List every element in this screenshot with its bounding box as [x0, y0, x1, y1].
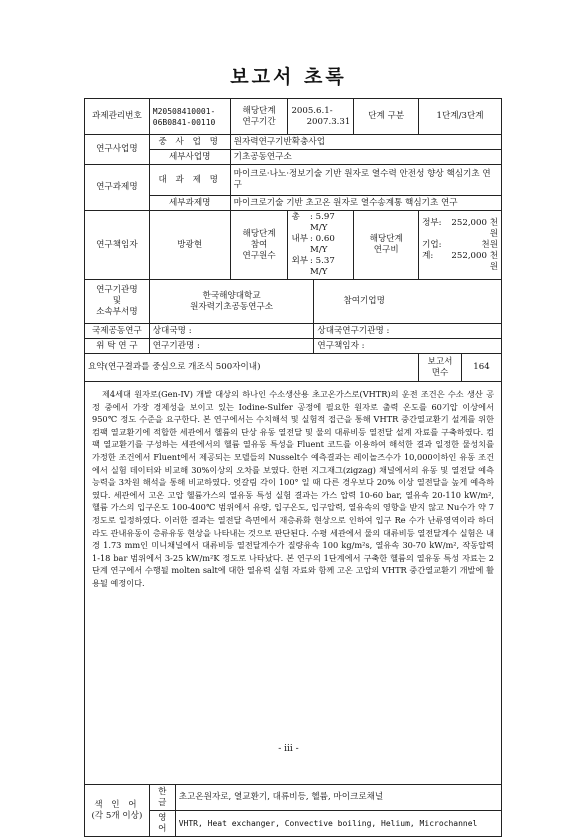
budget-values: 정부: 252,000 천원 기업: 천원 계: 252,000 천원 — [419, 211, 502, 280]
program-sub-label: 세부사업명 — [149, 150, 230, 165]
project-label: 연구과제명 — [85, 165, 150, 211]
project-sub-label: 세부과제명 — [149, 196, 230, 211]
period-label: 해당단계 연구기간 — [230, 99, 288, 135]
stage-value: 1단계/3단계 — [419, 99, 502, 135]
institution-label: 연구기관명 및 소속부서명 — [85, 280, 150, 324]
project-main-value: 마이크로·나노·정보기술 기반 원자로 열수력 안전성 향상 핵심기초 연구 — [230, 165, 501, 196]
company-label: 참여기업명 — [343, 296, 385, 306]
consign-institution: 연구기관명 : — [149, 339, 314, 354]
keywords-label: 색 인 어 (각 5개 이상) — [85, 785, 150, 837]
consign-pi: 연구책임자 : — [314, 339, 502, 354]
summary-paragraph: 제4세대 원자로(Gen-IV) 개발 대상의 하나인 수소생산용 초고온가스로(VHTR)의 운전 조건은 수소 생산 공정 중에서 가장 경제성을 보이고 있는 Iodine-Sulfer 공정에 필요한 원자로 출력 온도를 60기압 이상에서 950℃ 정도 수준을 요구한다. 본 연구에서는 수치해석 및 실험적 접근을 통해 VHTR 중간열교환기 설계를 위한 컴팩 열교환기에 적합한 세관에서 헬륨의 단상 유동 열전달 및 물의 대류비등 열전달 설계 자료를 구축하였다. 컴팩 열교환기를 구성하는 세관에서의 헬륨 열유동 특성을 Fluent 코드를 이용하여 해석한 결과 일정한 물성치를 가정한 조건에서 Fluent에서 제공되는 모델들의 Nusselt수 예측결과는 레이놀즈수가 10,000이하인 유동 조건에서 실험 데이터와 비교해 30%이상의 오차를 보였다. 한편 지그재그(zigzag) 채널에서의 유동 및 열전달 예측 능력을 3차원 해석을 통해 비교하였다. 엇갈림 각이 100° 일 때 다른 경우보다 20% 이상 열전달을 높게 예측하였다. 세관에서 고온 고압 헬륨가스의 열유동 특성 실험 결과는 가스 압력 10-60 bar, 열유속 20-110 kW/m², 헬륨 가스의 입구온도 100-400℃ 범위에서 유량, 입구온도, 입구압력, 열유속의 영향을 받지 않고 Nu수가 약 7정도로 일정하였다. 이러한 결과는 열전달 측면에서 재층류화 현상으로 인하여 입구 Re 수가 난류영역이라 하더라도 관내유동이 층류유동 현상을 나타내는 것으로 판단된다. 수평 세관에서 물의 대류비등 열전달계수 실험은 내경 1.73 mm인 미니채널에서 대류비등 열전달계수가 질량유속 100 kg/m²s, 열유속 30-70 kW/m², 작동압력 1-18 bar 범위에서 3-25 kW/m²K 정도로 나타났다. 본 연구의 1단계에서 구축한 헬륨의 열유동 특성 자료는 2단계 연구에서 수행될 molten salt에 대한 열유력 실험 자료와 함께 고온 고압의 VHTR 중간열교환기 개발에 활용될 예정이다. — [92, 389, 494, 588]
keywords-korean-value: 초고온원자로, 열교환기, 대류비등, 헬륨, 마이크로채널 — [175, 785, 501, 811]
budget-label: 해당단계 연구비 — [354, 211, 419, 280]
institution-value: 한국해양대학교 원자력기초공동연구소 — [149, 280, 314, 324]
intl-label: 국제공동연구 — [85, 324, 150, 339]
abstract-table — [84, 98, 502, 837]
project-no-label: 과제관리번호 — [85, 99, 150, 135]
pi-label: 연구책임자 — [85, 211, 150, 280]
summary-body — [85, 382, 502, 785]
pi-name: 방광현 — [149, 211, 230, 280]
period-value: 2005.6.1- 2007.3.31 — [288, 99, 354, 135]
page-number: - iii - — [278, 744, 299, 754]
project-main-label: 대 과 제 명 — [149, 165, 230, 196]
intl-country: 상대국명 : — [149, 324, 314, 339]
pages-label: 보고서 면수 — [419, 354, 462, 382]
keywords-english-value: VHTR, Heat exchanger, Convective boiling, Helium, Microchannel — [175, 811, 501, 837]
company-cell — [314, 280, 502, 324]
summary-label: 요약(연구결과를 중심으로 개조식 500자이내) — [85, 354, 419, 382]
keywords-english-label: 영 어 — [149, 811, 175, 837]
program-main-label: 중 사 업 명 — [149, 135, 230, 150]
consign-label: 위 탁 연 구 — [85, 339, 150, 354]
report-title: 보고서 초록 — [230, 66, 347, 88]
program-label: 연구사업명 — [85, 135, 150, 165]
intl-institution: 상대국연구기관명 : — [314, 324, 502, 339]
staff-values: 총 : 5.97 M/Y 내부 : 0.60 M/Y 외부 : 5.37 M/Y — [288, 211, 354, 280]
project-sub-value: 마이크로기술 기반 초고온 원자로 열수송계통 핵심기초 연구 — [230, 196, 501, 211]
staff-label: 해당단계 참여 연구원수 — [230, 211, 288, 280]
program-main-value: 원자력연구기반확충사업 — [230, 135, 501, 150]
stage-label: 단계 구분 — [354, 99, 419, 135]
project-no-value: M20508410001- 06B0841-00110 — [149, 99, 230, 135]
keywords-korean-label: 한 글 — [149, 785, 175, 811]
program-sub-value: 기초공동연구소 — [230, 150, 501, 165]
pages-value: 164 — [461, 354, 501, 382]
